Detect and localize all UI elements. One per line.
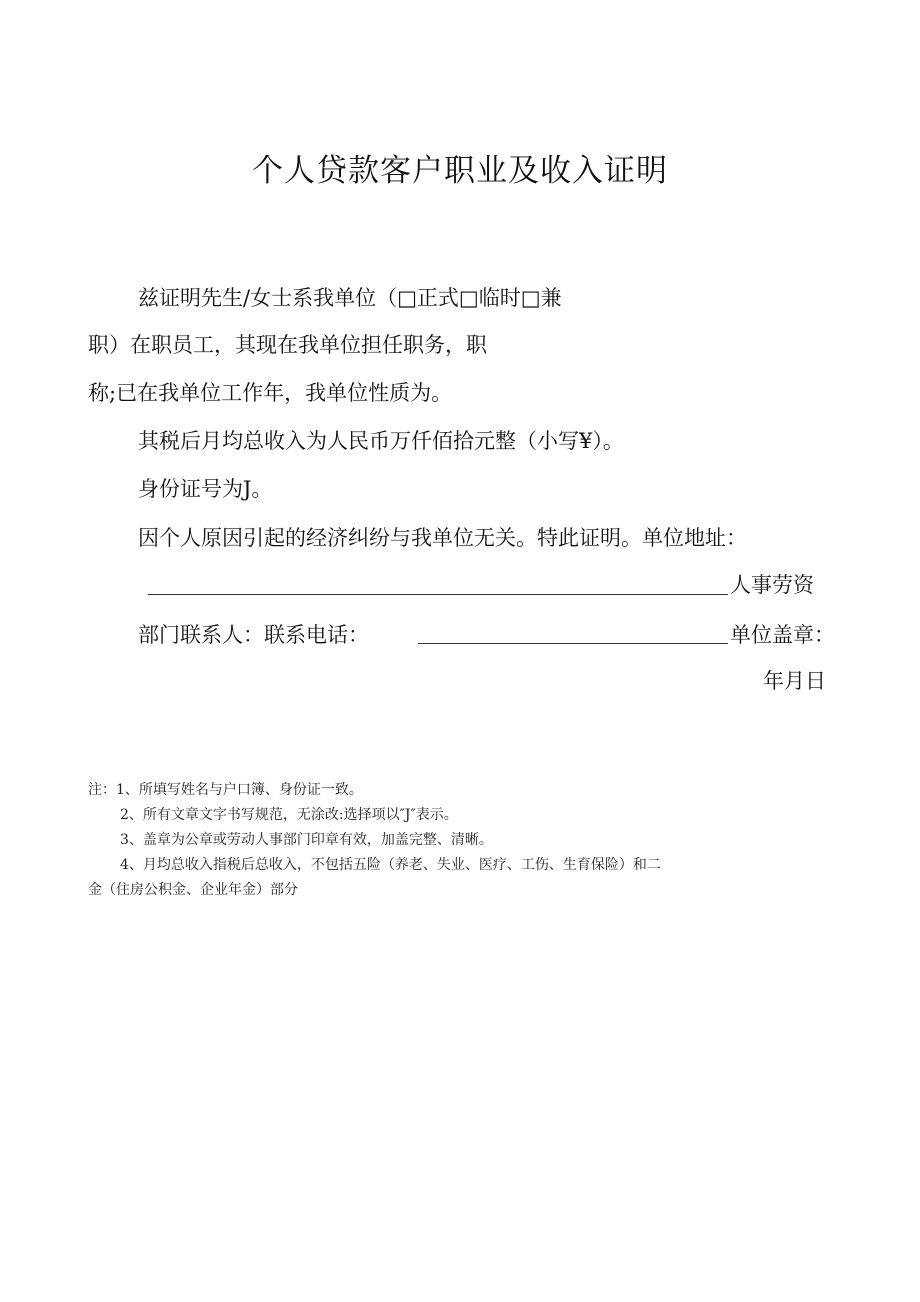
note-line-4: 4、月均总收入指税后总收入，不包括五险（养老、失业、医疗、工伤、生育保险）和二	[120, 857, 661, 873]
body-line-3: 称;已在我单位工作年，我单位性质为。	[88, 381, 453, 405]
body-line-1: 兹证明先生/女士系我单位（□正式□临时□兼	[138, 286, 562, 310]
body-line-4: 其税后月均总收入为人民币万仟佰拾元整（小写¥）。	[138, 429, 624, 453]
note-line-3: 3、盖章为公章或劳动人事部门印章有效，加盖完整、清晰。	[120, 832, 493, 848]
body-line-10: 年月日	[763, 669, 826, 693]
body-line-9: 单位盖章：	[730, 623, 835, 647]
body-line-2: 职）在职员工，其现在我单位担任职务，职	[88, 333, 487, 357]
note-line-1: 注：1、所填写姓名与户口簿、身份证一致。	[88, 782, 363, 798]
body-line-5: 身份证号为J。	[138, 477, 273, 501]
note-line-5: 金（住房公积金、企业年金）部分	[88, 882, 298, 898]
address-underline	[148, 594, 728, 595]
note-line-2: 2、所有文章文字书写规范，无涂改:选择项以″J″表示。	[120, 807, 458, 823]
body-line-8: 部门联系人：联系电话：	[138, 623, 369, 647]
phone-underline	[418, 643, 728, 644]
document-title: 个人贷款客户职业及收入证明	[252, 153, 668, 189]
body-line-6: 因个人原因引起的经济纠纷与我单位无关。特此证明。单位地址：	[138, 526, 747, 550]
body-line-7: 人事劳资	[730, 573, 814, 597]
